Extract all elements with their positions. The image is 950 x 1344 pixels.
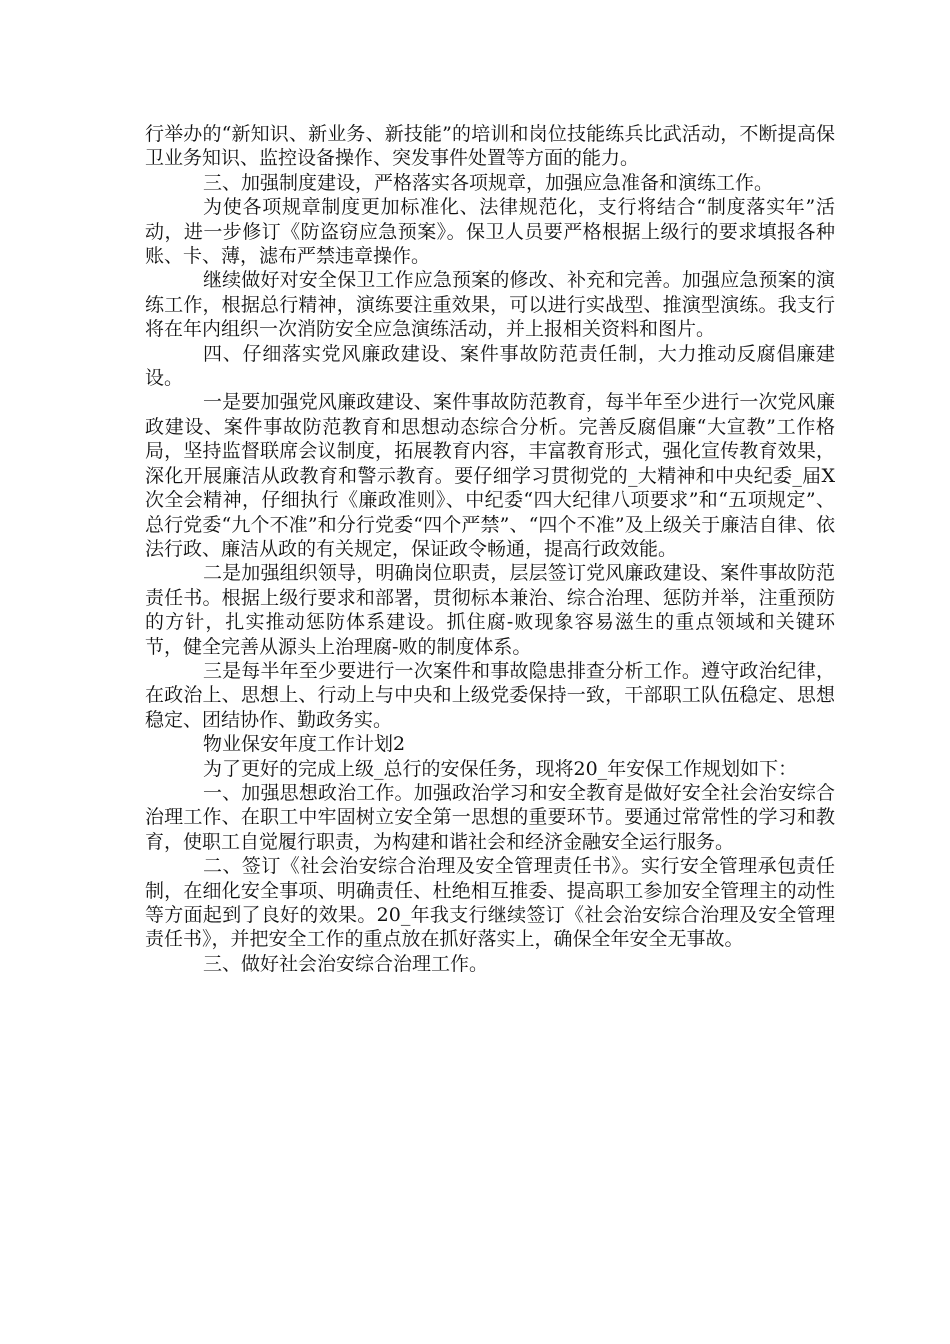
paragraph: 一、加强思想政治工作。加强政治学习和安全教育是做好安全社会治安综合治理工作、在职工中牢固树立安全第一思想的重要环节。要通过常常性的学习和教育，使职工自觉履行职责，为构建和谐社会和经济金融安全运行服务。 [145,781,835,853]
paragraph: 三是每半年至少要进行一次案件和事故隐患排查分析工作。遵守政治纪律，在政治上、思想上、行动上与中央和上级党委保持一致，干部职工队伍稳定、思想稳定、团结协作、勤政务实。 [145,659,835,731]
paragraph: 行举办的“新知识、新业务、新技能”的培训和岗位技能练兵比武活动，不断提高保卫业务知识、监控设备操作、突发事件处置等方面的能力。 [145,123,835,170]
paragraph: 为使各项规章制度更加标准化、法律规范化，支行将结合“制度落实年”活动，进一步修订《防盗窃应急预案》。保卫人员要严格根据上级行的要求填报各种账、卡、薄，滤布严禁违章操作。 [145,196,835,268]
paragraph: 一是要加强党风廉政建设、案件事故防范教育，每半年至少进行一次党风廉政建设、案件事故防范教育和思想动态综合分析。完善反腐倡廉“大宣教”工作格局，坚持监督联席会议制度，拓展教育内容，丰富教育形式，强化宣传教育效果，深化开展廉洁从政教育和警示教育。要仔细学习贯彻党的_大精神和中央纪委_届X次全会精神，仔细执行《廉政准则》、中纪委“四大纪律八项要求”和“五项规定”、总行党委“九个不准”和分行党委“四个严禁”、“四个不准”及上级关于廉洁自律、依法行政、廉洁从政的有关规定，保证政令畅通，提高行政效能。 [145,391,835,560]
section-heading: 三、做好社会治安综合治理工作。 [203,952,489,975]
section-heading: 三、加强制度建设，严格落实各项规章，加强应急准备和演练工作。 [203,171,774,194]
document-page [145,122,835,976]
paragraph: 二、签订《社会治安综合治理及安全管理责任书》。实行安全管理承包责任制，在细化安全事项、明确责任、杜绝相互推委、提高职工参加安全管理主的动性等方面起到了良好的效果。20_年我支行继续签订《社会治安综合治理及安全管理责任书》，并把安全工作的重点放在抓好落实上，确保全年安全无事故。 [145,855,835,951]
section-heading: 四、仔细落实党风廉政建设、案件事故防范责任制，大力推动反腐倡廉建设。 [145,342,835,390]
paragraph: 为了更好的完成上级_总行的安保任务，现将20_年安保工作规划如下： [203,757,798,780]
paragraph: 二是加强组织领导，明确岗位职责，层层签订党风廉政建设、案件事故防范责任书。根据上级行要求和部署，贯彻标本兼治、综合治理、惩防并举，注重预防的方针，扎实推动惩防体系建设。抓住腐-败现象容易滋生的重点领域和关键环节，健全完善从源头上治理腐-败的制度体系。 [145,562,835,658]
document-subtitle: 物业保安年度工作计划2 [203,733,406,756]
paragraph: 继续做好对安全保卫工作应急预案的修改、补充和完善。加强应急预案的演练工作，根据总行精神，演练要注重效果，可以进行实战型、推演型演练。我支行将在年内组织一次消防安全应急演练活动，并上报相关资料和图片。 [145,269,835,341]
